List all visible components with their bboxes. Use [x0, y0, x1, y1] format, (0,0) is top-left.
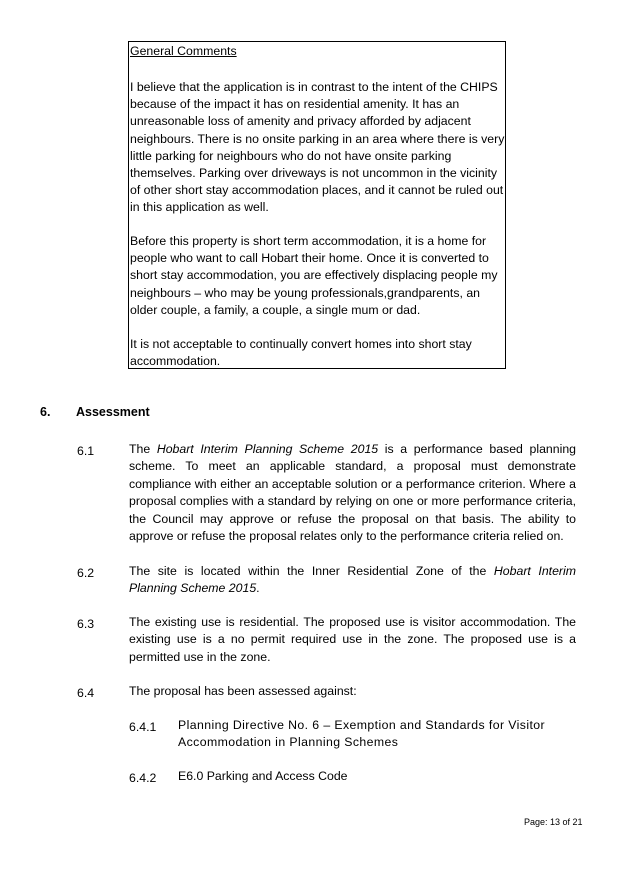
- item-number: 6.3: [77, 617, 95, 631]
- item-text: The Hobart Interim Planning Scheme 2015 is a performance based planning scheme. To meet an applicable standard, a proposal must demonstrate compliance with either an acceptable solution or a performance criterion. Where a proposal complies with a standard by relying on one or more performance criteria, the Council may approve or refuse the proposal on that basis. The ability to approve or refuse the proposal relates only to the performance criteria relied on.: [129, 442, 576, 544]
- item-text: The existing use is residential. The proposed use is visitor accommodation. The existing use is a no permit required use in the zone. The proposed use is a permitted use in the zone.: [129, 615, 576, 664]
- comment-paragraph: Before this property is short term accommodation, it is a home for people who want to call Hobart their home. Once it is converted to short stay accommodation, you are effectively displacing people my neighbours – who may be young professionals,grandparents, an older couple, a family, a couple, a single mum or dad.: [130, 234, 498, 317]
- item-text: The site is located within the Inner Residential Zone of the Hobart Interim Planning Scheme 2015.: [129, 564, 576, 596]
- subitem-text: E6.0 Parking and Access Code: [178, 769, 348, 783]
- subitem-text: Planning Directive No. 6 – Exemption and Standards for Visitor Accommodation in Planning Schemes: [178, 718, 546, 750]
- section-title: Assessment: [76, 405, 150, 419]
- subitem-number: 6.4.2: [129, 771, 157, 785]
- comment-paragraph: I believe that the application is in contrast to the intent of the CHIPS because of the impact it has on residential amenity. It has an unreasonable loss of amenity and privacy afforded by adjacent neighbours. There is no onsite parking in an area where there is very little parking for neighbours who do not have onsite parking themselves. Parking over driveways is not uncommon in the vicinity of other short stay accommodation places, and it cannot be ruled out in this application as well.: [130, 80, 505, 215]
- item-number: 6.2: [77, 566, 95, 580]
- section-number: 6.: [40, 405, 51, 419]
- general-comments-title: General Comments: [130, 44, 237, 58]
- item-number: 6.4: [77, 686, 95, 700]
- page-number: Page: 13 of 21: [524, 817, 583, 827]
- subitem-number: 6.4.1: [129, 720, 157, 734]
- item-text: The proposal has been assessed against:: [129, 684, 357, 698]
- item-number: 6.1: [77, 444, 95, 458]
- comment-paragraph: It is not acceptable to continually convert homes into short stay accommodation.: [130, 337, 472, 369]
